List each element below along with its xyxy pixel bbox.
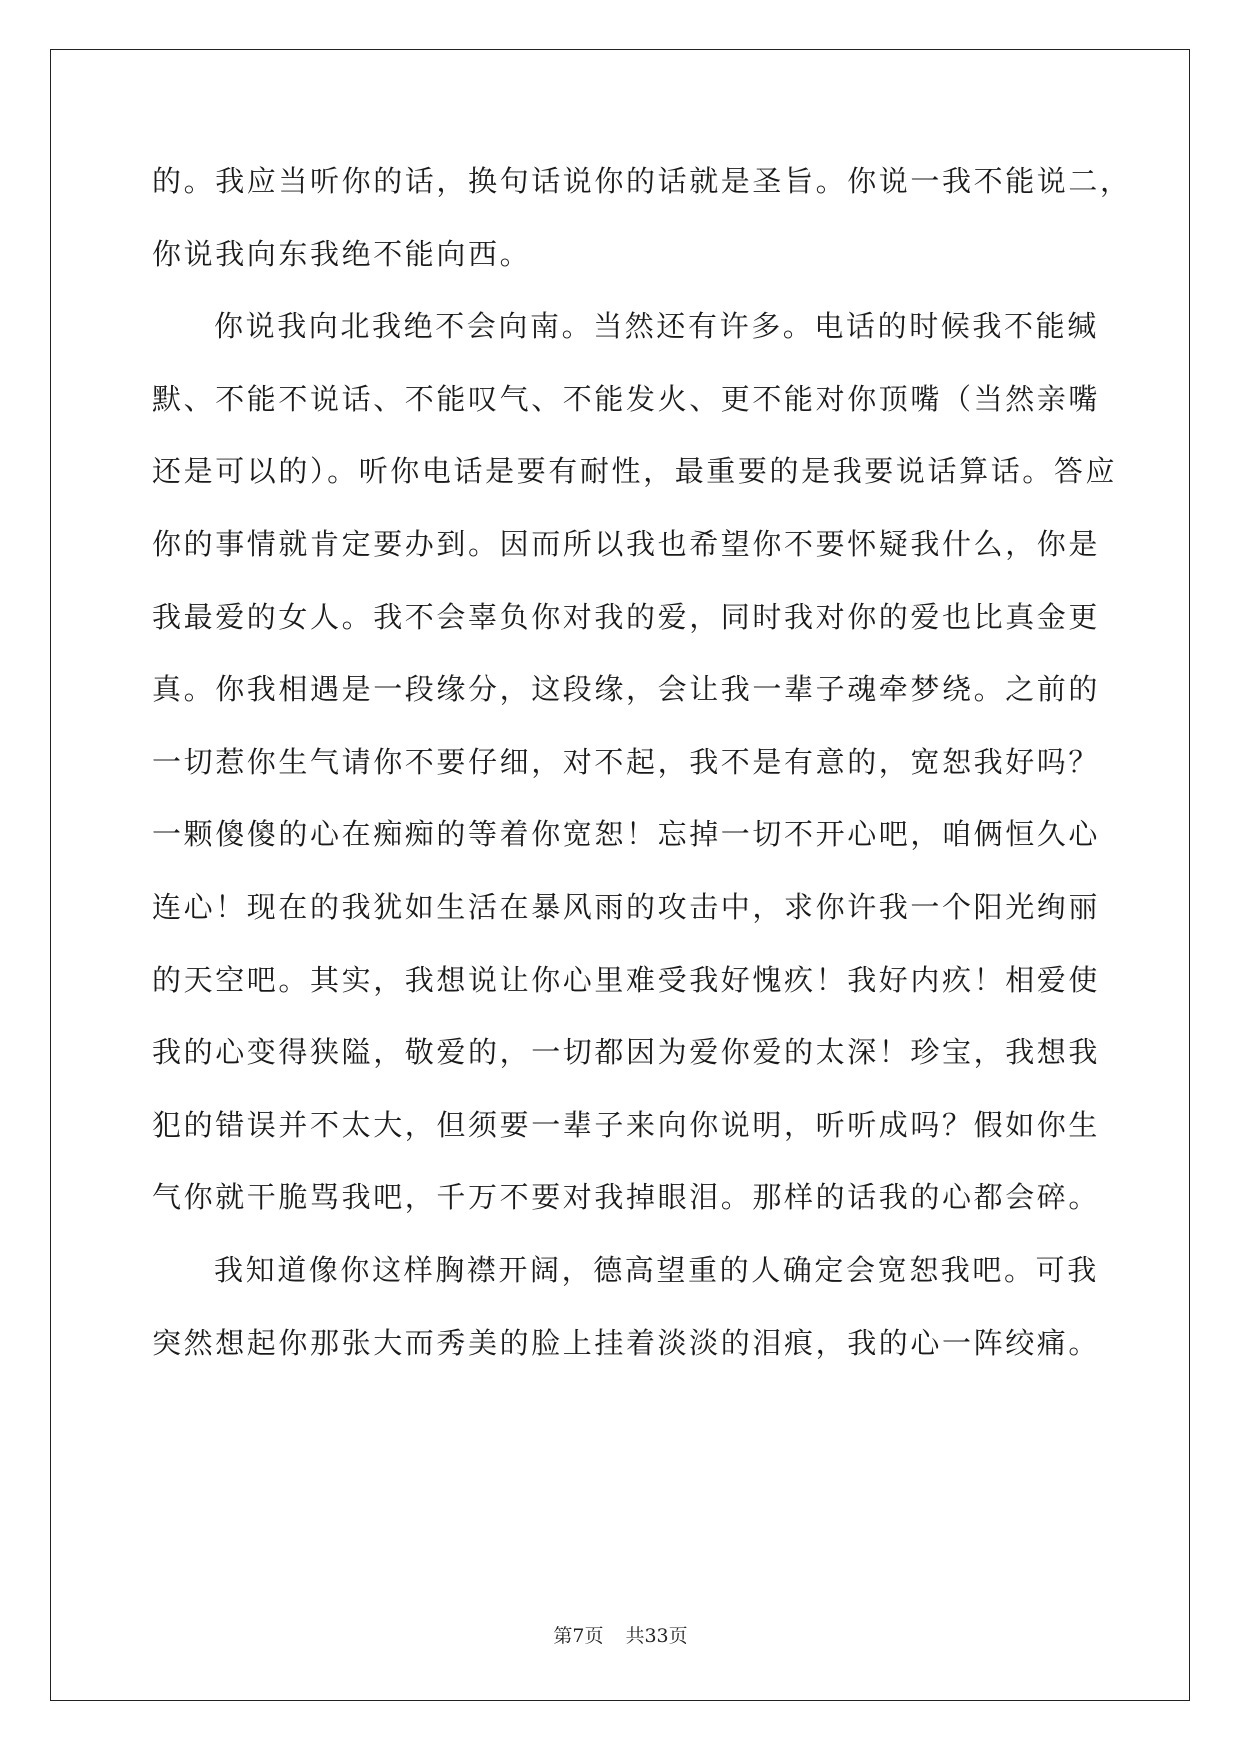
page-total: 共33页 (625, 1625, 688, 1647)
text-line: 的。我应当听你的话，换句话说你的话就是圣旨。你说一我不能说二， (152, 164, 1132, 198)
text-line: 犯的错误并不太大，但须要一辈子来向你说明，听听成吗？假如你生 (152, 1107, 1101, 1142)
text-line: 你说我向东我绝不能向西。 (152, 236, 532, 271)
text-line: 还是可以的）。听你电话是要有耐性，最重要的是我要说话算话。答应 (152, 454, 1118, 489)
text-line: 真。你我相遇是一段缘分，这段缘，会让我一辈子魂牵梦绕。之前的 (152, 672, 1101, 707)
text-line: 突然想起你那张大而秀美的脸上挂着淡淡的泪痕，我的心一阵绞痛。 (152, 1325, 1101, 1360)
text-line: 你说我向北我绝不会向南。当然还有许多。电话的时候我不能缄 (214, 309, 1099, 344)
text-line: 我知道像你这样胸襟开阔，德高望重的人确定会宽恕我吧。可我 (214, 1253, 1099, 1287)
page-number: 第7页 (553, 1625, 604, 1647)
text-line: 一切惹你生气请你不要仔细，对不起，我不是有意的，宽恕我好吗？ (152, 744, 1101, 779)
text-line: 一颗傻傻的心在痴痴的等着你宽恕！忘掉一切不开心吧，咱俩恒久心 (152, 817, 1101, 852)
text-line: 默、不能不说话、不能叹气、不能发火、更不能对你顶嘴（当然亲嘴 (152, 381, 1101, 416)
text-line: 我最爱的女人。我不会辜负你对我的爱，同时我对你的爱也比真金更 (152, 599, 1101, 634)
page-footer (0, 1624, 1241, 1648)
text-line: 连心！现在的我犹如生活在暴风雨的攻击中，求你许我一个阳光绚丽 (152, 890, 1101, 924)
text-line: 我的心变得狭隘，敬爱的，一切都因为爱你爱的太深！珍宝，我想我 (152, 1035, 1101, 1070)
text-line: 的天空吧。其实，我想说让你心里难受我好愧疚！我好内疚！相爱使 (152, 962, 1101, 997)
text-line: 气你就干脆骂我吧，千万不要对我掉眼泪。那样的话我的心都会碎。 (152, 1180, 1101, 1215)
page-border (50, 49, 1190, 1701)
text-line: 你的事情就肯定要办到。因而所以我也希望你不要怀疑我什么，你是 (152, 527, 1101, 561)
